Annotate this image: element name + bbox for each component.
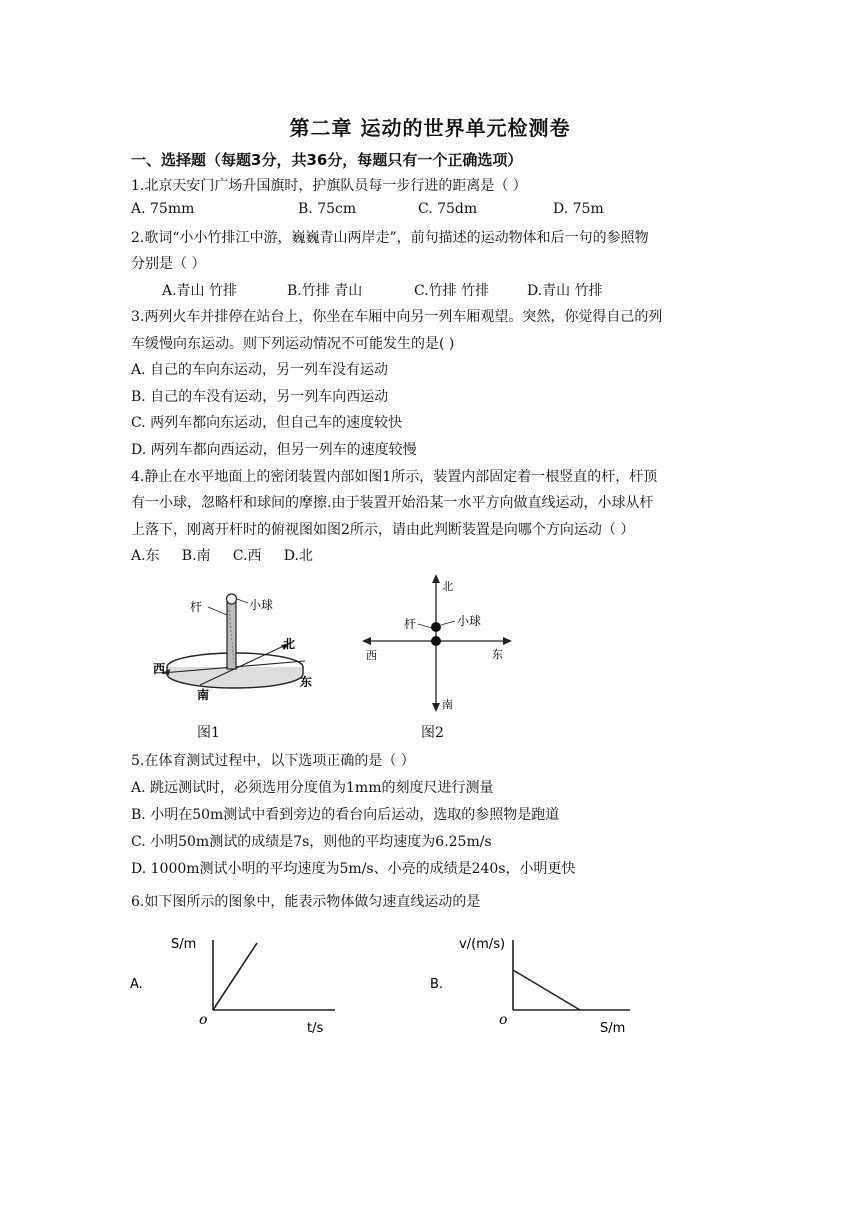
question-5-option-c: C. 小明50m测试的成绩是7s，则他的平均速度为6.25m/s (131, 834, 492, 850)
figure-2-diagram (360, 570, 520, 715)
figure-2-rod-label: 杆 (404, 617, 417, 631)
question-4-stem-line2: 有一小球，忽略杆和球间的摩擦.由于装置开始沿某一水平方向做直线运动，小球从杆 (131, 495, 654, 511)
question-5-option-a: A. 跳远测试时，必须选用分度值为1mm的刻度尺进行测量 (131, 780, 494, 796)
figure-1-north-label: 北 (283, 637, 296, 651)
question-2-option-a: A.青山 竹排 (162, 283, 238, 299)
question-3-stem-line1: 3.两列火车并排停在站台上，你坐在车厢中向另一列车厢观望。突然，你觉得自己的列 (131, 309, 663, 325)
figure-2-north-label: 北 (442, 580, 453, 593)
graph-a-y-label: S/m (171, 937, 197, 952)
graph-b-line (513, 970, 580, 1010)
question-4-stem-line3: 上落下，刚离开杆时的俯视图如图2所示，请由此判断装置是向哪个方向运动（ ） (131, 522, 635, 538)
question-2-option-d: D.青山 竹排 (527, 283, 603, 299)
question-1-option-a: A. 75mm (131, 201, 195, 217)
figure-2-caption: 图2 (421, 725, 444, 741)
figure-1-east-label: 东 (300, 675, 313, 689)
graph-b-option-label: B. (430, 977, 444, 992)
figure-1-caption: 图1 (197, 725, 220, 741)
section-heading: 一、选择题（每题3分，共36分，每题只有一个正确选项） (131, 151, 523, 169)
question-3-option-a: A. 自己的车向东运动，另一列车没有运动 (131, 362, 389, 378)
question-2-stem-line1: 2.歌词“小小竹排江中游，巍巍青山两岸走”，前句描述的运动物体和后一句的参照物 (131, 230, 649, 246)
figure-2-south-label: 南 (442, 698, 453, 711)
question-6-stem: 6.如下图所示的图象中，能表示物体做匀速直线运动的是 (131, 894, 481, 910)
figure-1-south-label: 南 (197, 688, 210, 702)
graph-a-origin: o (199, 1012, 208, 1028)
question-5-stem: 5.在体育测试过程中，以下选项正确的是（ ） (131, 753, 415, 769)
graph-b-origin: o (499, 1012, 508, 1028)
question-1-option-d: D. 75m (553, 201, 604, 217)
question-4-options: A.东 B.南 C.西 D.北 (131, 548, 313, 564)
question-5-option-b: B. 小明在50m测试中看到旁边的看台向后运动，选取的参照物是跑道 (131, 807, 560, 823)
question-2-option-c: C.竹排 竹排 (414, 283, 490, 299)
graph-a (125, 930, 345, 1040)
graph-a-option-label: A. (130, 977, 143, 992)
question-3-option-d: D. 两列车都向西运动，但另一列车的速度较慢 (131, 442, 417, 458)
question-1-option-b: B. 75cm (298, 201, 357, 217)
figure-2-east-label: 东 (492, 648, 503, 661)
graph-a-line (213, 943, 257, 1010)
graph-b-x-label: S/m (600, 1021, 626, 1036)
figure-1-diagram (150, 585, 320, 710)
graph-b-y-label: v/(m/s) (459, 937, 506, 952)
figure-1-west-label: 西 (153, 662, 166, 676)
question-2-option-b: B.竹排 青山 (287, 283, 363, 299)
question-1-stem: 1.北京天安门广场升国旗时，护旗队员每一步行进的距离是（ ） (131, 178, 527, 194)
graph-b (425, 930, 645, 1040)
question-1-option-c: C. 75dm (418, 201, 478, 217)
graph-a-x-label: t/s (307, 1021, 324, 1036)
page-title: 第二章 运动的世界单元检测卷 (289, 116, 571, 140)
question-3-option-b: B. 自己的车没有运动，另一列车向西运动 (131, 389, 389, 405)
figure-2-ball-label: 小球 (457, 614, 482, 628)
question-5-option-d: D. 1000m测试小明的平均速度为5m/s、小亮的成绩是240s，小明更快 (131, 861, 576, 877)
question-3-option-c: C. 两列车都向东运动，但自己车的速度较快 (131, 415, 403, 431)
question-3-stem-line2: 车缓慢向东运动。则下列运动情况不可能发生的是( ) (131, 336, 455, 352)
figure-1-ball-label: 小球 (249, 598, 274, 612)
question-4-stem-line1: 4.静止在水平地面上的密闭装置内部如图1所示，装置内部固定着一根竖直的杆，杆顶 (131, 469, 658, 485)
question-2-stem-line2: 分别是（ ） (131, 256, 206, 272)
figure-2-west-label: 西 (366, 649, 377, 662)
figure-1-rod-label: 杆 (190, 600, 203, 614)
